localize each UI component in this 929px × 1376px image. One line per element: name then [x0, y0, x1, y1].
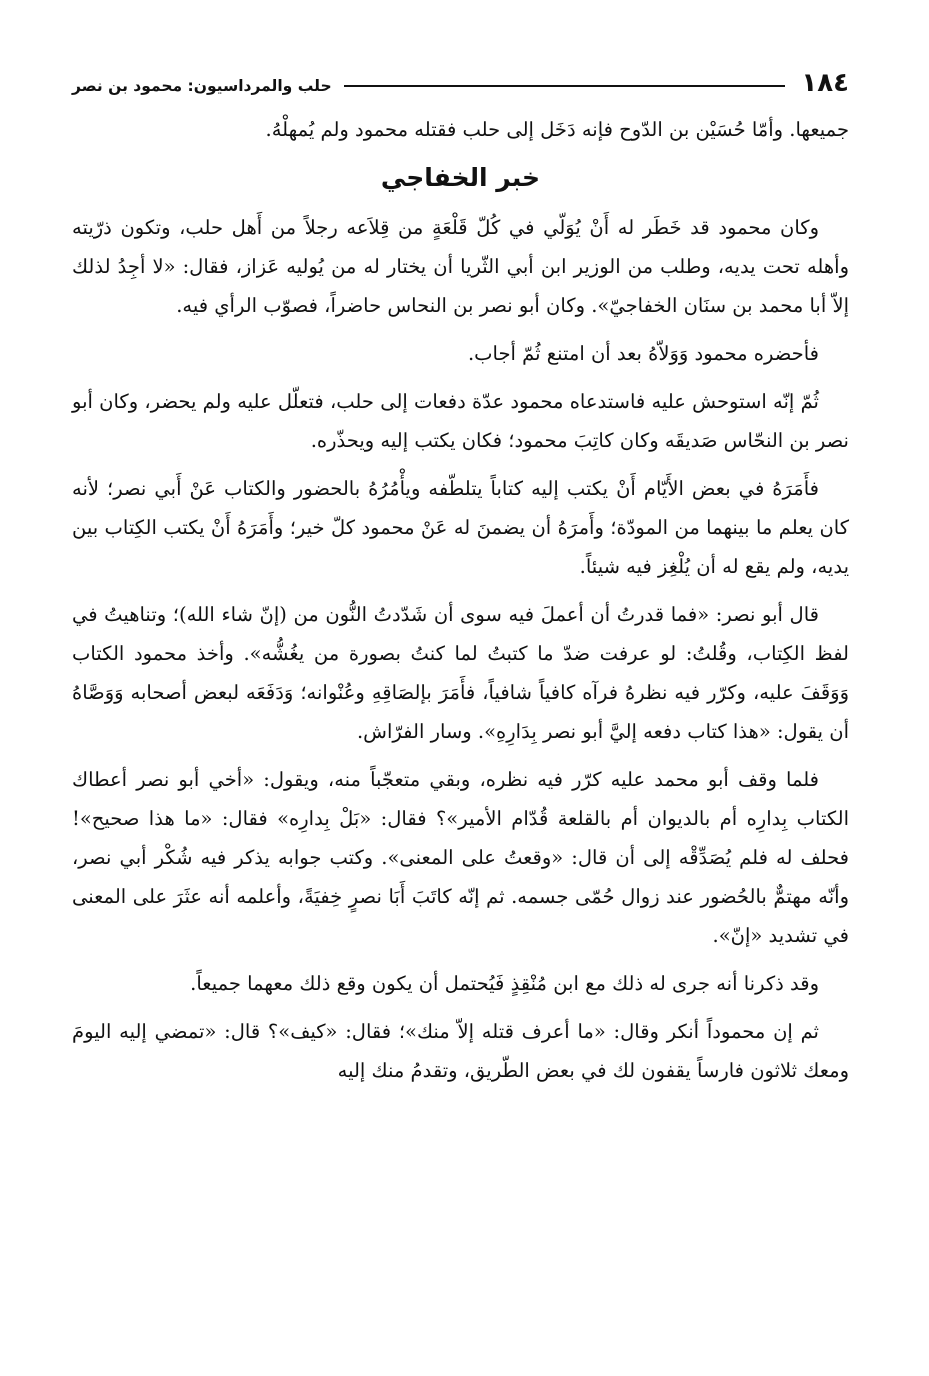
paragraph: وكان محمود قد خَطَر له أَنْ يُوَلّي في كُلّ قَلْعَةٍ من قِلاَعه رجلاً من أَهل حلب، وتكون ذرّيته وأهله تحت يديه، وطلب من الوزير ابن أبي الثّريا أن يختار له من يُوليه عَزاز، فقال: «لا أجِدُ لذلك إلاّ أبا محمد بن سنَان الخفاجيّ». وكان أبو نصر بن النحاس حاضراً، فصوّب الرأي فيه.	[72, 216, 849, 317]
paragraph: ثم إن محموداً أنكر وقال: «ما أعرف قتله إلاّ منك»؛ فقال: «كيف»؟ قال: «تمضي إليه اليومَ ومعك ثلاثون فارساً يقفون لك في بعض الطّريق، وتقدمُ منك إليه	[72, 1020, 849, 1082]
paragraph: ثُمّ إنّه استوحش عليه فاستدعاه محمود عدّة دفعات إلى حلب، فتعلّل عليه ولم يحضر، وكان أبو نصر بن النحّاس صَديقَه وكان كاتِبَ محمود؛ فكان يكتب إليه ويحذّره.	[72, 390, 849, 452]
paragraph: فأحضره محمود وَوَلاّهُ بعد أن امتنع ثُمّ أجاب.	[467, 342, 819, 365]
paragraph: فأَمَرَهُ في بعض الأَيّام أَنْ يكتب إليه كتاباً يتلطّفه ويأْمُرُهُ بالحضور والكتاب عَنْ أَبي نصر؛ لأنه كان يعلم ما بينهما من المودّة؛ وأَمرَهُ أن يضمنَ له عَنْ محمود كلّ خير؛ وأَمَرَهُ أَنْ يكتب الكِتاب بين يديه، ولم يقع له أن يُلْغِز فيه شيئاً.	[72, 477, 849, 578]
paragraph: وقد ذكرنا أنه جرى له ذلك مع ابن مُنْقِذٍ فَيُحتمل أن يكون وقع ذلك معهما جميعاً.	[190, 972, 819, 995]
body-text	[72, 110, 849, 1090]
section-heading: خبر الخفاجي	[380, 163, 541, 192]
running-title: حلب والمرداسيون: محمود بن نصر	[72, 76, 332, 95]
paragraph: فلما وقف أبو محمد عليه كرّر فيه نظره، وبقي متعجّباً منه، ويقول: «أخي أبو نصر أعطاك الكتاب بِدارِه أم بالديوان أم بالقلعة قُدّام الأمير»؟ فقال: «بَلْ بِدارِه» فقال: «ما هذا صحيح»! فحلف له فلم يُصَدِّقْه إلى أن قال: «وقعتُ على المعنى». وكتب جوابه يذكر فيه شُكْر أبي نصر، وأنّه مهتمٌّ بالحُضور عند زوال حُمّى جسمه. ثم إنّه كاتَبَ أَبَا نصرٍ خِفيَةً، وأعلمه أنه عثَرَ على المعنى في تشديد «إنّ».	[72, 768, 849, 947]
running-header	[72, 52, 849, 96]
page-number: ١٨٤	[801, 68, 849, 98]
paragraph: قال أبو نصر: «فما قدرتُ أن أعملَ فيه سوى أن شَدّدتُ النُّون من (إنّ شاء الله)؛ وتناهيتُ في لفظ الكِتاب، وقُلتُ: لو عرفت ضدّ ما كتبتُ لما كنتُ بصورة من يغُشُّه». وأخذ محمود الكتاب وَوَقَفَ عليه، وكرّر فيه نظرهُ فرآه كافياً شافياً، فأَمَرَ بإلصَاقِهِ وعُنْوانه؛ وَدَفَعَه لبعض أصحابه وَوَصَّاهُ أن يقول: «هذا كتاب دفعه إليَّ أبو نصر بِدَارِهِ». وسار الفرّاش.	[72, 603, 849, 743]
opening-line: جميعها. وأمّا حُسَيْن بن الدّوح فإنه دَخَل إلى حلب فقتله محمود ولم يُمهلْهُ.	[265, 118, 849, 141]
header-rule	[344, 85, 786, 87]
